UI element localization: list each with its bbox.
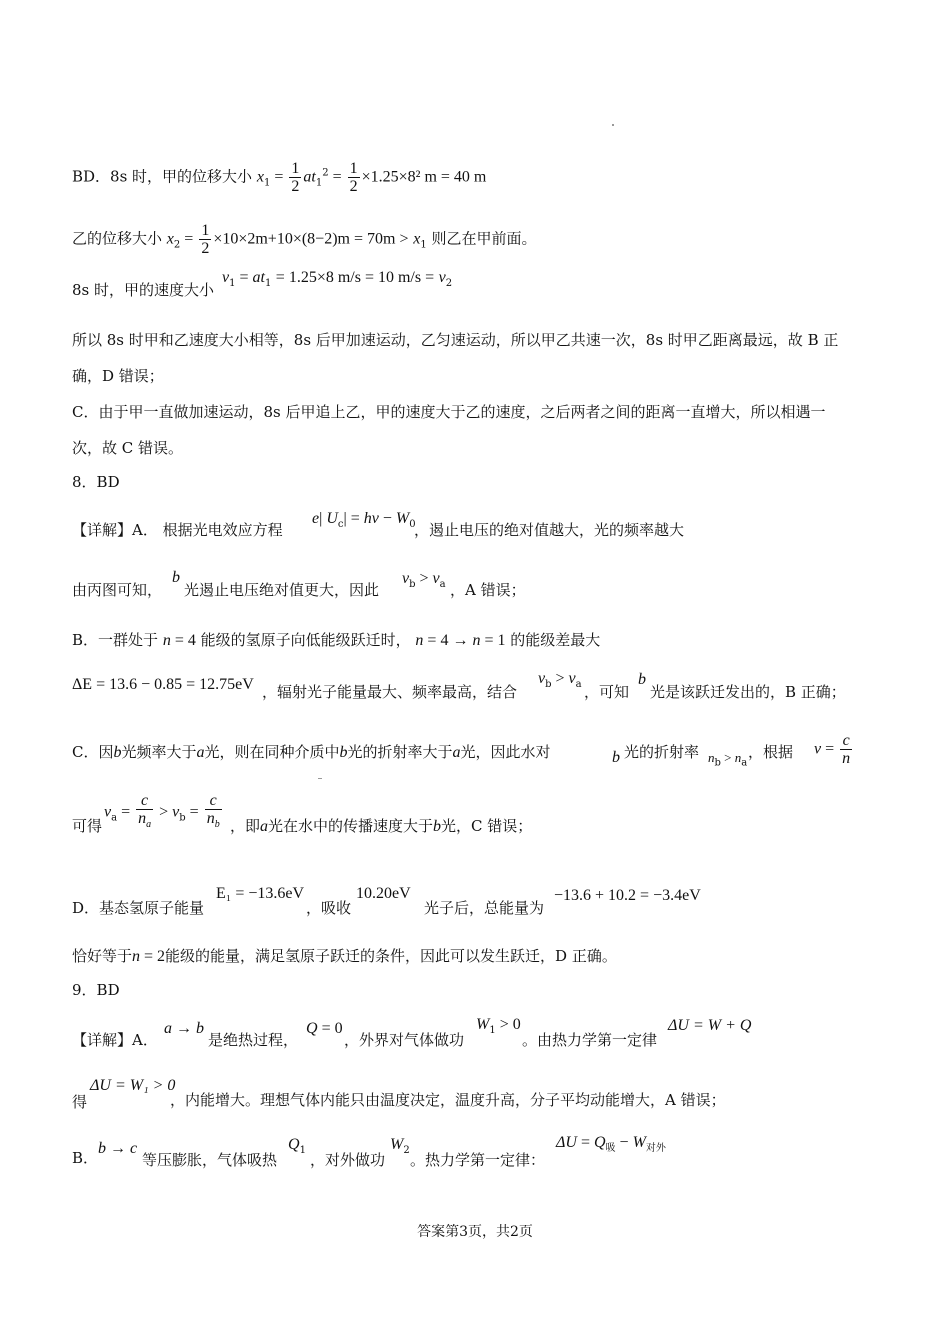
l9-text: 【详解】A． 根据光电效应方程 [72, 521, 283, 539]
l20-q: $Q_1$ [288, 1136, 306, 1156]
l18-f1: ΔU = W + Q [668, 1017, 752, 1034]
l20-formula: $\Delta U = Q_吸 - W_{对外}$ [556, 1134, 666, 1154]
l20-arrow: b → c [98, 1140, 138, 1157]
scan-dot [612, 124, 614, 126]
l2-suffix: 则乙在甲前面。 [431, 229, 537, 248]
line-19 [72, 1092, 87, 1112]
l12-c: 光是该跃迁发出的，B 正确； [650, 683, 846, 701]
l19-a: 得 [72, 1093, 88, 1111]
l10-b: 光遏止电压绝对值更大，因此 [184, 581, 380, 599]
l18-arrow: a → b [164, 1020, 204, 1037]
scan-dot [318, 778, 322, 779]
l20-b: 等压膨胀，气体吸热 [142, 1151, 278, 1169]
l13-g: ，根据 [748, 743, 794, 761]
line-13: C．因b光频率大于a光，则在同种介质中b光的折射率大于a光，因此水对 [72, 743, 551, 761]
l3-text: 8s 时，甲的速度大小 [72, 281, 215, 299]
line-3-formula: $v_1 = at_1 = 1.25\times 8$ m/s = 10 $m/s = v_2$ [222, 269, 453, 289]
l13-a: C．因 [72, 743, 114, 761]
l10-a: 由丙图可知， [72, 581, 163, 599]
l16-b: 能级的能量，满足氢原子跃迁的条件，因此可以发生跃迁，D 正确。 [165, 947, 617, 965]
line-9-suffix: ，遏止电压的绝对值越大，光的频率越大 [414, 521, 685, 539]
line-3 [72, 280, 214, 300]
line-8: 8．BD [72, 473, 120, 491]
l10-formula: $\nu_b > \nu_a$ [402, 570, 446, 590]
l18-c: ，外界对气体做功 [344, 1031, 465, 1049]
l13-formula-v: v = $\frac{c}{n}$ [814, 732, 851, 767]
l15-f2: 10.20eV [356, 885, 411, 902]
l18-w: $W_1 > 0$ [476, 1016, 521, 1036]
l12-b-symbol: b [638, 671, 646, 688]
l18-d: 。由热力学第一定律 [522, 1031, 658, 1049]
l14-c: 光在水中的传播速度大于 [268, 817, 434, 835]
l18-a: 【详解】A． [72, 1031, 158, 1049]
l10-c: ，A 错误； [450, 581, 526, 599]
l13-c: 光，则在同种介质中 [204, 743, 340, 761]
line-9 [72, 520, 283, 540]
l14-b: ，即 [230, 817, 261, 835]
l15-a: D．基态氢原子能量 [72, 899, 205, 917]
l14-formula: $v_a$ = $\frac{c}{n_a}$ > $v_b$ = $\frac{c}{n_b}$ [104, 792, 220, 831]
l11-a: B．一群处于 [72, 631, 159, 649]
l15-b: ，吸收 [306, 899, 352, 917]
l12-a: ，辐射光子能量最大、频率最高，结合 [262, 683, 518, 701]
l11-b: 能级的氢原子向低能级跃迁时， [200, 631, 411, 649]
l20-d: 。热力学第一定律： [410, 1151, 546, 1169]
l13-b-symbol-2: b [612, 749, 620, 766]
line-16: 恰好等于n = 2能级的能量，满足氢原子跃迁的条件，因此可以发生跃迁，D 正确。 [72, 947, 617, 965]
line-7: 次，故 C 错误。 [72, 439, 184, 457]
l13-formula: $n_b > n_a$ [708, 750, 748, 769]
l18-q: Q = 0 [306, 1020, 343, 1037]
line-14-rest: ，即a光在水中的传播速度大于b光，C 错误； [230, 817, 533, 835]
sub-duiwai: 对外 [645, 1143, 666, 1154]
line-12 [72, 674, 254, 695]
l10-b-symbol: b [172, 569, 180, 586]
l14-a: 可得 [72, 817, 103, 835]
line-6: C．由于甲一直做加速运动，8s 后甲追上乙，甲的速度大于乙的速度，之后两者之间的距离一直增大，所以相遇一 [72, 403, 826, 421]
line-11: B．一群处于 n = 4 能级的氢原子向低能级跃迁时， n = 4 → n = 1 的能级差最大 [72, 631, 601, 649]
l1-formula: ×1.25×8² m = 40 m [361, 168, 487, 186]
line-5: 确，D 错误； [72, 367, 164, 385]
l20-a: B． [72, 1149, 99, 1167]
l12-formula: ΔE = 13.6 − 0.85 = 12.75eV [72, 676, 254, 693]
line-15 [72, 898, 204, 918]
l12-formula-2: $\nu_b > \nu_a$ [538, 670, 582, 690]
l13-e: 光，因此水对 [460, 743, 551, 761]
l13-b: 光频率大于 [121, 743, 197, 761]
line-17: 9．BD [72, 981, 120, 999]
l15-f3: −13.6 + 10.2 = −3.4eV [554, 887, 701, 904]
l20-w: $W_2$ [390, 1136, 410, 1156]
l14-d: 光，C 错误； [441, 817, 533, 835]
l19-formula: ΔU = W₁ > 0 [90, 1077, 176, 1094]
l2-text: 乙的位移大小 [72, 229, 163, 248]
line-10 [72, 580, 162, 600]
l18-b: 是绝热过程， [208, 1031, 299, 1049]
page-footer: 答案第3页，共2页 [417, 1224, 533, 1240]
l13-d: 光的折射率大于 [347, 743, 453, 761]
line-20 [72, 1148, 98, 1168]
line-1: BD．8s 时，甲的位移大小 $x_1$ = $\frac{1}{2}$ $at_1^2$ = $\frac{1}{2}$ ×1.25×8² m = 40 m [72, 160, 487, 195]
sub-xi: 吸 [605, 1143, 616, 1154]
l11-c: 的能级差最大 [510, 631, 601, 649]
l15-c: 光子后，总能量为 [424, 899, 545, 917]
line-18 [72, 1030, 158, 1050]
l16-a: 恰好等于 [72, 947, 133, 965]
l12-b: ，可知 [584, 683, 630, 701]
l2-formula: ×10×2m+10×(8−2)m = 70m > [213, 230, 409, 248]
line-2: 乙的位移大小 $x_2$ = $\frac{1}{2}$ $\times 10\times 2m+10\times(8-2)m = 70m > x_1$ 则乙在甲前面。 [72, 222, 537, 257]
line-14 [72, 816, 102, 836]
l20-c: ，对外做功 [310, 1151, 386, 1169]
l1-text: BD．8s 时，甲的位移大小 [72, 167, 253, 186]
line-4: 所以 8s 时甲和乙速度大小相等，8s 后甲加速运动，乙匀速运动，所以甲乙共速一次，8s 时甲乙距离最远，故 B 正 [72, 331, 839, 349]
l13-f: 光的折射率 [624, 743, 700, 761]
line-9-formula: e| $U_c| = h\nu - W_0$ [312, 510, 416, 530]
l3-formula: = 1.25×8 m/s = 10 m/s = [275, 269, 435, 286]
l15-f1: E₁ = −13.6eV [216, 885, 305, 902]
l19-b: ，内能增大。理想气体内能只由温度决定，温度升高，分子平均动能增大，A 错误； [170, 1091, 726, 1109]
